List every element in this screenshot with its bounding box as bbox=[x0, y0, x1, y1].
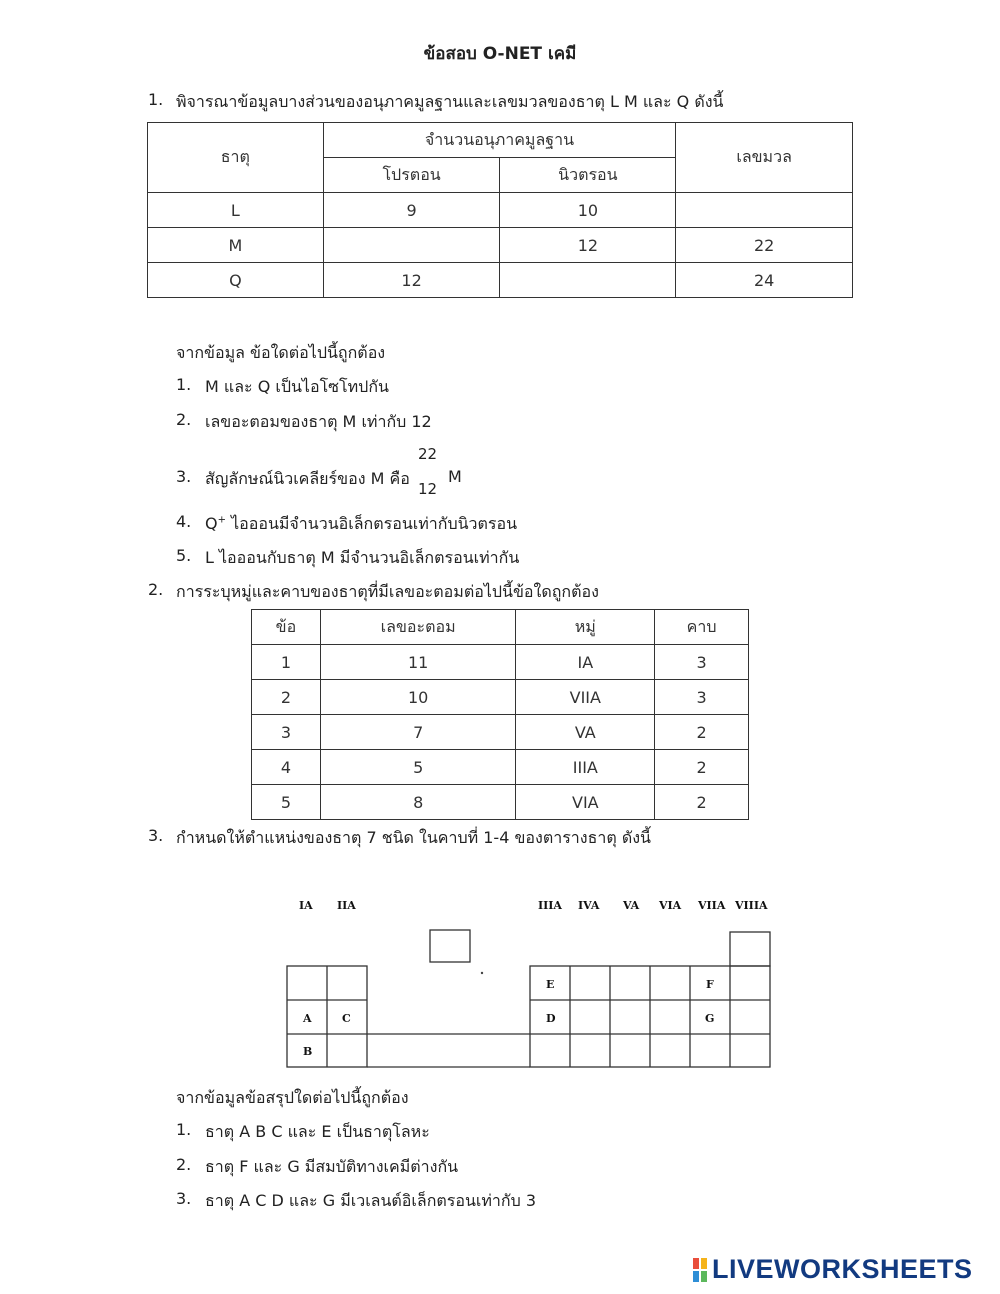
logo-block bbox=[692, 1257, 700, 1270]
logo-mark-icon bbox=[692, 1257, 708, 1283]
q1-option-4-number: 4. bbox=[176, 512, 192, 531]
group-label-va: VA bbox=[623, 899, 640, 912]
cell-period: 2 bbox=[655, 750, 749, 785]
group-label-iia: IIA bbox=[337, 899, 356, 912]
element-c: C bbox=[342, 1012, 351, 1025]
cell-group: VIA bbox=[516, 785, 655, 820]
cell-choice: 4 bbox=[252, 750, 321, 785]
cell-choice: 3 bbox=[252, 715, 321, 750]
element-a: A bbox=[303, 1012, 312, 1025]
q1-header-particles: จำนวนอนุภาคมูลฐาน bbox=[323, 123, 676, 158]
cell-element: Q bbox=[148, 263, 324, 298]
group-label-viiia: VIIIA bbox=[735, 899, 768, 912]
group-label-iva: IVA bbox=[578, 899, 600, 912]
question-3-number: 3. bbox=[148, 826, 164, 845]
cell-atomic-number: 8 bbox=[320, 785, 516, 820]
table-row[interactable] bbox=[252, 645, 749, 680]
cell-atomic-number: 10 bbox=[320, 680, 516, 715]
q3-option-1-text[interactable]: ธาตุ A B C และ E เป็นธาตุโลหะ bbox=[205, 1122, 430, 1141]
cell-neutron: 10 bbox=[500, 193, 676, 228]
cell-neutron: 12 bbox=[500, 228, 676, 263]
q2-header-group: หมู่ bbox=[516, 610, 655, 645]
q1-prompt: จากข้อมูล ข้อใดต่อไปนี้ถูกต้อง bbox=[176, 343, 386, 362]
logo-block bbox=[700, 1257, 708, 1270]
periodic-table-figure bbox=[270, 885, 790, 1080]
table-row[interactable] bbox=[252, 785, 749, 820]
q1-option-4-text[interactable] bbox=[205, 512, 517, 537]
table-row bbox=[148, 228, 853, 263]
cell-neutron bbox=[500, 263, 676, 298]
cell-element: M bbox=[148, 228, 324, 263]
q1-header-mass: เลขมวล bbox=[676, 123, 853, 193]
q3-prompt: จากข้อมูลข้อสรุปใดต่อไปนี้ถูกต้อง bbox=[176, 1088, 409, 1107]
nuclear-atomic-number: 12 bbox=[418, 480, 438, 498]
table-row[interactable] bbox=[252, 715, 749, 750]
cell-group: VA bbox=[516, 715, 655, 750]
cell-group: IIIA bbox=[516, 750, 655, 785]
q1-option-5-text[interactable]: L ไอออนกับธาตุ M มีจำนวนอิเล็กตรอนเท่ากัน bbox=[205, 548, 520, 567]
cell-period: 2 bbox=[655, 785, 749, 820]
cell-period: 2 bbox=[655, 715, 749, 750]
logo-block bbox=[692, 1270, 700, 1283]
q2-period-group-table bbox=[251, 609, 749, 820]
nuclear-mass-number: 22 bbox=[418, 445, 438, 463]
question-1-number: 1. bbox=[148, 90, 164, 109]
q1-option-3-number: 3. bbox=[176, 467, 192, 486]
option-4-body: ไอออนมีจำนวนอิเล็กตรอนเท่ากับนิวตรอน bbox=[225, 514, 518, 533]
q3-option-2-text[interactable]: ธาตุ F และ G มีสมบัติทางเคมีต่างกัน bbox=[205, 1157, 459, 1176]
q1-option-2-number: 2. bbox=[176, 410, 192, 429]
q3-option-2-number: 2. bbox=[176, 1155, 192, 1174]
liveworksheets-logo[interactable] bbox=[692, 1254, 973, 1285]
cell-choice: 2 bbox=[252, 680, 321, 715]
cell-proton bbox=[323, 228, 500, 263]
table-row bbox=[148, 193, 853, 228]
q1-option-1-number: 1. bbox=[176, 375, 192, 394]
table-row[interactable] bbox=[252, 750, 749, 785]
cell-choice: 1 bbox=[252, 645, 321, 680]
cell-proton: 9 bbox=[323, 193, 500, 228]
cell-choice: 5 bbox=[252, 785, 321, 820]
q2-header-choice: ข้อ bbox=[252, 610, 321, 645]
cell-group: IA bbox=[516, 645, 655, 680]
ion-charge: + bbox=[217, 514, 226, 526]
cell-period: 3 bbox=[655, 680, 749, 715]
logo-text: LIVEWORKSHEETS bbox=[712, 1254, 973, 1284]
question-2-number: 2. bbox=[148, 580, 164, 599]
element-g: G bbox=[705, 1012, 715, 1025]
q1-header-neutron: นิวตรอน bbox=[500, 158, 676, 193]
cell-proton: 12 bbox=[323, 263, 500, 298]
q2-header-period: คาบ bbox=[655, 610, 749, 645]
q1-header-element: ธาตุ bbox=[148, 123, 324, 193]
q1-option-5-number: 5. bbox=[176, 546, 192, 565]
cell-element: L bbox=[148, 193, 324, 228]
table-row bbox=[148, 263, 853, 298]
q1-option-2-text[interactable]: เลขอะตอมของธาตุ M เท่ากับ 12 bbox=[205, 412, 432, 431]
q1-particle-table bbox=[147, 122, 853, 298]
element-f: F bbox=[706, 978, 714, 991]
nuclear-symbol: M bbox=[448, 467, 462, 486]
group-label-iiia: IIIA bbox=[538, 899, 562, 912]
q1-option-1-text[interactable]: M และ Q เป็นไอโซโทปกัน bbox=[205, 377, 389, 396]
group-label-ia: IA bbox=[299, 899, 313, 912]
group-label-via: VIA bbox=[659, 899, 682, 912]
cell-mass: 24 bbox=[676, 263, 853, 298]
question-2-text: การระบุหมู่และคาบของธาตุที่มีเลขอะตอมต่อไปนี้ข้อใดถูกต้อง bbox=[176, 582, 599, 601]
q2-header-atomic-number: เลขอะตอม bbox=[320, 610, 516, 645]
table-row[interactable] bbox=[252, 680, 749, 715]
element-e: E bbox=[546, 978, 555, 991]
cell-mass bbox=[676, 193, 853, 228]
logo-block bbox=[700, 1270, 708, 1283]
cell-atomic-number: 7 bbox=[320, 715, 516, 750]
q3-option-3-number: 3. bbox=[176, 1189, 192, 1208]
element-b: B bbox=[303, 1045, 313, 1058]
q3-option-1-number: 1. bbox=[176, 1120, 192, 1139]
group-label-viia: VIIA bbox=[698, 899, 726, 912]
q1-option-3-text[interactable]: สัญลักษณ์นิวเคลียร์ของ M คือ bbox=[205, 469, 410, 488]
question-3-text: กำหนดให้ตำแหน่งของธาตุ 7 ชนิด ในคาบที่ 1-4 ของตารางธาตุ ดังนี้ bbox=[176, 828, 651, 847]
cell-period: 3 bbox=[655, 645, 749, 680]
q1-header-proton: โปรตอน bbox=[323, 158, 500, 193]
element-d: D bbox=[546, 1012, 556, 1025]
cell-atomic-number: 5 bbox=[320, 750, 516, 785]
cell-mass: 22 bbox=[676, 228, 853, 263]
q3-option-3-text[interactable]: ธาตุ A C D และ G มีเวเลนต์อิเล็กตรอนเท่ากับ 3 bbox=[205, 1191, 537, 1210]
cell-atomic-number: 11 bbox=[320, 645, 516, 680]
cell-group: VIIA bbox=[516, 680, 655, 715]
page-title: ข้อสอบ O-NET เคมี bbox=[423, 44, 577, 64]
ion-symbol: Q bbox=[205, 514, 218, 533]
question-1-text: พิจารณาข้อมูลบางส่วนของอนุภาคมูลฐานและเลขมวลของธาตุ L M และ Q ดังนี้ bbox=[176, 92, 724, 111]
